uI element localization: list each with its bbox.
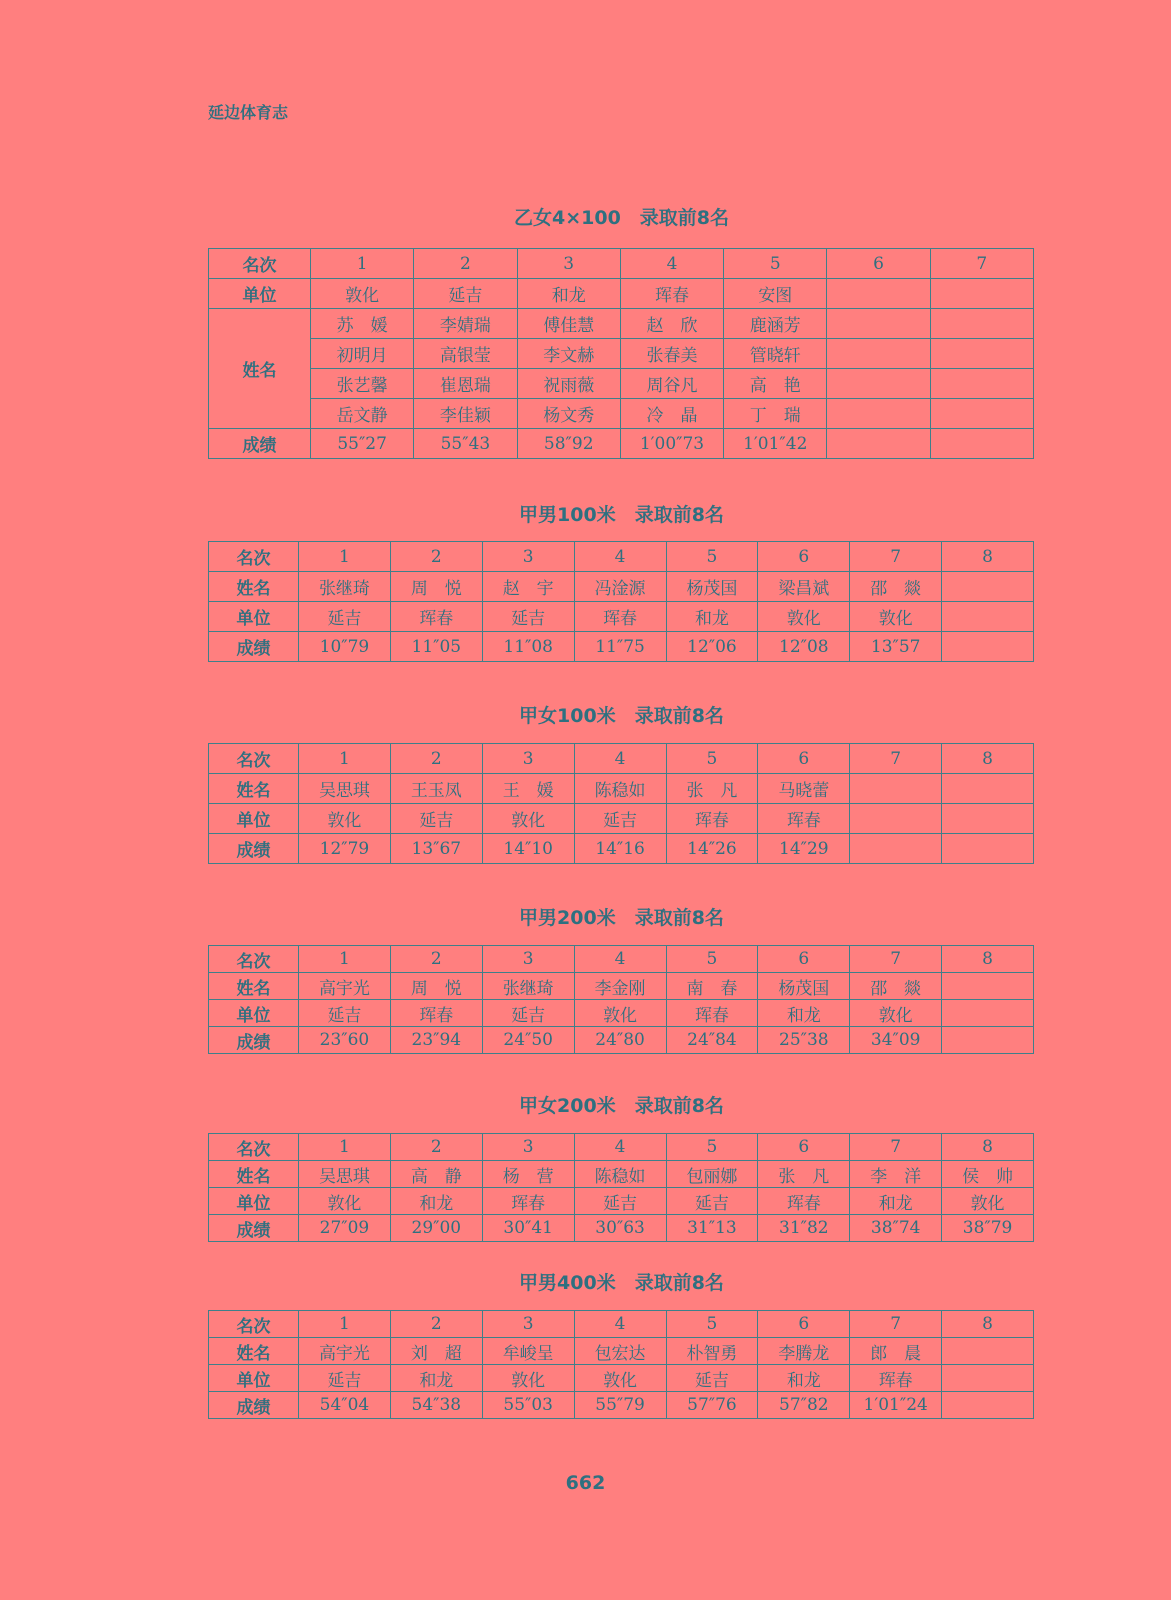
unit-cell: 敦化 [299,804,391,834]
rank-cell: 8 [942,1311,1034,1338]
name-cell: 杨茂国 [666,572,758,602]
name-cell: 陈稳如 [574,774,666,804]
rank-row [209,744,1034,774]
section-title: 甲女100米 录取前8名 [519,705,724,727]
unit-label: 单位 [209,1365,299,1392]
results-table [208,1310,1034,1419]
section-title: 甲男200米 录取前8名 [519,907,724,929]
name-row [209,572,1034,602]
name-cell: 赵 欣 [620,309,723,339]
unit-cell: 珲春 [482,1188,574,1215]
name-cell: 岳文静 [311,399,414,429]
name-cell: 高银莹 [414,339,517,369]
result-row [209,429,1034,459]
unit-cell: 敦化 [574,1000,666,1027]
name-cell: 苏 媛 [311,309,414,339]
rank-cell: 2 [414,249,517,279]
unit-cell [942,1000,1034,1027]
unit-cell: 和龙 [758,1000,850,1027]
rank-cell: 8 [942,744,1034,774]
unit-cell: 延吉 [482,602,574,632]
rank-cell: 1 [299,542,391,572]
unit-cell: 珲春 [666,804,758,834]
unit-label: 单位 [209,804,299,834]
result-cell: 24″84 [666,1027,758,1054]
name-cell: 李金刚 [574,973,666,1000]
unit-cell: 延吉 [574,804,666,834]
rank-cell: 5 [666,946,758,973]
name-row [209,774,1034,804]
rank-cell: 5 [666,1311,758,1338]
unit-row [209,804,1034,834]
unit-cell: 延吉 [666,1188,758,1215]
result-cell: 11″75 [574,632,666,662]
unit-cell [827,279,930,309]
result-cell: 12″79 [299,834,391,864]
name-label: 姓名 [209,973,299,1000]
result-cell: 13″67 [390,834,482,864]
name-cell: 吴思琪 [299,774,391,804]
rank-cell: 7 [850,744,942,774]
rank-cell: 8 [942,542,1034,572]
unit-cell: 敦化 [482,804,574,834]
name-cell: 陈稳如 [574,1161,666,1188]
name-row [209,369,1034,399]
rank-cell: 6 [758,542,850,572]
rank-cell: 8 [942,946,1034,973]
unit-cell: 和龙 [390,1188,482,1215]
name-cell [930,339,1033,369]
results-table [208,945,1034,1054]
name-cell: 张 凡 [758,1161,850,1188]
name-cell: 周 悦 [390,572,482,602]
unit-cell: 珲春 [758,804,850,834]
result-row [209,632,1034,662]
name-cell [827,339,930,369]
results-table [208,248,1034,459]
result-cell: 57″82 [758,1392,850,1419]
result-cell: 34″09 [850,1027,942,1054]
unit-cell: 珲春 [620,279,723,309]
result-cell [827,429,930,459]
name-cell [942,1338,1034,1365]
name-cell [827,399,930,429]
rank-cell: 7 [850,946,942,973]
result-label: 成绩 [209,1215,299,1242]
rank-cell: 2 [390,1311,482,1338]
name-cell [850,774,942,804]
name-cell [942,774,1034,804]
rank-cell: 8 [942,1134,1034,1161]
rank-cell: 5 [666,744,758,774]
rank-row [209,542,1034,572]
rank-cell: 5 [666,1134,758,1161]
name-label: 姓名 [209,309,311,429]
unit-label: 单位 [209,602,299,632]
result-cell: 27″09 [299,1215,391,1242]
result-row [209,834,1034,864]
name-cell: 王玉凤 [390,774,482,804]
name-cell [942,973,1034,1000]
rank-cell: 4 [574,1134,666,1161]
unit-cell: 珲春 [390,602,482,632]
unit-cell [930,279,1033,309]
rank-cell: 1 [299,946,391,973]
result-cell [942,834,1034,864]
result-cell: 13″57 [850,632,942,662]
name-cell: 杨文秀 [517,399,620,429]
book-title: 延边体育志 [208,103,289,122]
unit-cell: 珲春 [850,1365,942,1392]
result-cell: 57″76 [666,1392,758,1419]
result-cell: 24″50 [482,1027,574,1054]
unit-cell: 延吉 [666,1365,758,1392]
name-cell: 李婧瑞 [414,309,517,339]
name-row [209,1338,1034,1365]
name-cell: 张继琦 [299,572,391,602]
result-cell: 55″79 [574,1392,666,1419]
result-row [209,1392,1034,1419]
name-cell [942,572,1034,602]
rank-row [209,946,1034,973]
name-cell: 高 静 [390,1161,482,1188]
unit-cell: 敦化 [850,602,942,632]
result-cell: 38″74 [850,1215,942,1242]
rank-cell: 3 [482,744,574,774]
name-cell: 李腾龙 [758,1338,850,1365]
section-title: 乙女4×100 录取前8名 [513,207,730,229]
rank-cell: 1 [299,1134,391,1161]
rank-cell: 4 [574,542,666,572]
name-row [209,1161,1034,1188]
unit-row [209,1365,1034,1392]
unit-cell: 珲春 [574,602,666,632]
result-cell: 1′00″73 [620,429,723,459]
unit-cell: 延吉 [299,1000,391,1027]
name-cell: 张春美 [620,339,723,369]
result-label: 成绩 [209,632,299,662]
name-cell: 高宇光 [299,973,391,1000]
rank-cell: 6 [827,249,930,279]
name-cell: 李文赫 [517,339,620,369]
unit-cell: 敦化 [482,1365,574,1392]
result-cell: 12″08 [758,632,850,662]
unit-cell: 和龙 [666,602,758,632]
name-cell: 邵 燚 [850,973,942,1000]
unit-row [209,279,1034,309]
name-cell [930,399,1033,429]
unit-label: 单位 [209,279,311,309]
name-cell: 南 春 [666,973,758,1000]
name-cell: 张艺馨 [311,369,414,399]
rank-row [209,1134,1034,1161]
name-cell: 包宏达 [574,1338,666,1365]
section-title: 甲女200米 录取前8名 [519,1095,724,1117]
unit-cell: 珲春 [390,1000,482,1027]
unit-cell: 珲春 [758,1188,850,1215]
page-number: 662 [565,1472,606,1494]
name-cell: 冷 晶 [620,399,723,429]
rank-cell: 7 [930,249,1033,279]
result-cell: 14″16 [574,834,666,864]
result-cell: 1′01″42 [724,429,827,459]
name-cell: 鹿涵芳 [724,309,827,339]
name-cell: 梁昌斌 [758,572,850,602]
unit-cell: 敦化 [299,1188,391,1215]
name-cell: 刘 超 [390,1338,482,1365]
name-cell: 郎 晨 [850,1338,942,1365]
result-cell: 12″06 [666,632,758,662]
result-cell: 55″03 [482,1392,574,1419]
rank-label: 名次 [209,249,311,279]
name-cell: 傅佳慧 [517,309,620,339]
results-table [208,743,1034,864]
name-cell: 张 凡 [666,774,758,804]
unit-cell: 延吉 [299,1365,391,1392]
unit-cell: 延吉 [390,804,482,834]
name-cell: 牟峻呈 [482,1338,574,1365]
result-cell [850,834,942,864]
name-cell: 吴思琪 [299,1161,391,1188]
name-cell: 包丽娜 [666,1161,758,1188]
name-label: 姓名 [209,1338,299,1365]
rank-row [209,249,1034,279]
unit-cell [942,602,1034,632]
result-row [209,1027,1034,1054]
result-cell: 55″27 [311,429,414,459]
name-cell: 高宇光 [299,1338,391,1365]
result-cell: 14″10 [482,834,574,864]
name-cell: 管晓轩 [724,339,827,369]
result-cell: 54″38 [390,1392,482,1419]
name-label: 姓名 [209,1161,299,1188]
rank-cell: 4 [620,249,723,279]
result-cell [942,1392,1034,1419]
name-row [209,339,1034,369]
result-cell: 55″43 [414,429,517,459]
unit-label: 单位 [209,1188,299,1215]
name-cell: 冯淦源 [574,572,666,602]
result-label: 成绩 [209,834,299,864]
results-table [208,1133,1034,1242]
unit-cell: 延吉 [482,1000,574,1027]
unit-cell [850,804,942,834]
unit-cell: 敦化 [758,602,850,632]
unit-cell [942,1365,1034,1392]
section-title: 甲男100米 录取前8名 [519,504,724,526]
result-row [209,1215,1034,1242]
unit-cell: 敦化 [850,1000,942,1027]
rank-cell: 3 [482,542,574,572]
rank-label: 名次 [209,1311,299,1338]
name-cell: 马晓蕾 [758,774,850,804]
result-cell: 38″79 [942,1215,1034,1242]
result-cell: 23″60 [299,1027,391,1054]
result-cell: 23″94 [390,1027,482,1054]
result-cell: 1′01″24 [850,1392,942,1419]
rank-label: 名次 [209,946,299,973]
result-cell: 11″05 [390,632,482,662]
name-cell: 李 洋 [850,1161,942,1188]
name-cell: 祝雨薇 [517,369,620,399]
rank-cell: 4 [574,946,666,973]
name-row [209,309,1034,339]
result-cell: 24″80 [574,1027,666,1054]
name-row [209,973,1034,1000]
result-cell: 25″38 [758,1027,850,1054]
rank-cell: 3 [517,249,620,279]
result-label: 成绩 [209,429,311,459]
name-cell [930,369,1033,399]
name-cell: 崔恩瑞 [414,369,517,399]
result-cell: 30″63 [574,1215,666,1242]
unit-cell: 和龙 [517,279,620,309]
unit-cell: 和龙 [758,1365,850,1392]
unit-cell: 延吉 [414,279,517,309]
name-cell [827,369,930,399]
rank-cell: 7 [850,542,942,572]
name-cell: 赵 宇 [482,572,574,602]
name-cell: 邵 燚 [850,572,942,602]
result-cell: 31″82 [758,1215,850,1242]
unit-cell: 珲春 [666,1000,758,1027]
unit-row [209,1000,1034,1027]
unit-cell: 和龙 [390,1365,482,1392]
result-cell [930,429,1033,459]
rank-cell: 2 [390,744,482,774]
name-cell: 王 媛 [482,774,574,804]
rank-cell: 3 [482,1311,574,1338]
result-cell: 11″08 [482,632,574,662]
rank-label: 名次 [209,1134,299,1161]
rank-label: 名次 [209,542,299,572]
rank-cell: 1 [311,249,414,279]
result-cell [942,632,1034,662]
name-cell: 周谷凡 [620,369,723,399]
result-cell: 14″29 [758,834,850,864]
name-cell: 李佳颖 [414,399,517,429]
name-cell: 高 艳 [724,369,827,399]
rank-label: 名次 [209,744,299,774]
rank-cell: 6 [758,1311,850,1338]
name-cell: 初明月 [311,339,414,369]
unit-cell [942,804,1034,834]
result-cell: 14″26 [666,834,758,864]
name-cell: 侯 帅 [942,1161,1034,1188]
rank-cell: 4 [574,1311,666,1338]
rank-cell: 5 [724,249,827,279]
name-cell: 杨 营 [482,1161,574,1188]
unit-cell: 敦化 [574,1365,666,1392]
result-cell: 58″92 [517,429,620,459]
rank-cell: 2 [390,542,482,572]
results-table [208,541,1034,662]
unit-row [209,602,1034,632]
section-title: 甲男400米 录取前8名 [519,1272,724,1294]
rank-cell: 6 [758,1134,850,1161]
rank-cell: 6 [758,744,850,774]
result-cell [942,1027,1034,1054]
name-label: 姓名 [209,572,299,602]
unit-cell: 和龙 [850,1188,942,1215]
rank-cell: 5 [666,542,758,572]
result-label: 成绩 [209,1392,299,1419]
name-cell: 周 悦 [390,973,482,1000]
name-cell [827,309,930,339]
unit-row [209,1188,1034,1215]
rank-cell: 1 [299,1311,391,1338]
rank-cell: 4 [574,744,666,774]
rank-cell: 3 [482,946,574,973]
name-row [209,399,1034,429]
unit-cell: 安图 [724,279,827,309]
rank-cell: 3 [482,1134,574,1161]
result-cell: 31″13 [666,1215,758,1242]
result-cell: 10″79 [299,632,391,662]
rank-cell: 7 [850,1134,942,1161]
unit-cell: 延吉 [299,602,391,632]
unit-label: 单位 [209,1000,299,1027]
rank-cell: 6 [758,946,850,973]
result-cell: 29″00 [390,1215,482,1242]
name-label: 姓名 [209,774,299,804]
rank-row [209,1311,1034,1338]
name-cell: 杨茂国 [758,973,850,1000]
rank-cell: 2 [390,946,482,973]
unit-cell: 敦化 [942,1188,1034,1215]
unit-cell: 延吉 [574,1188,666,1215]
rank-cell: 7 [850,1311,942,1338]
rank-cell: 1 [299,744,391,774]
result-cell: 54″04 [299,1392,391,1419]
unit-cell: 敦化 [311,279,414,309]
name-cell: 丁 瑞 [724,399,827,429]
result-label: 成绩 [209,1027,299,1054]
result-cell: 30″41 [482,1215,574,1242]
name-cell [930,309,1033,339]
rank-cell: 2 [390,1134,482,1161]
name-cell: 朴智勇 [666,1338,758,1365]
name-cell: 张继琦 [482,973,574,1000]
